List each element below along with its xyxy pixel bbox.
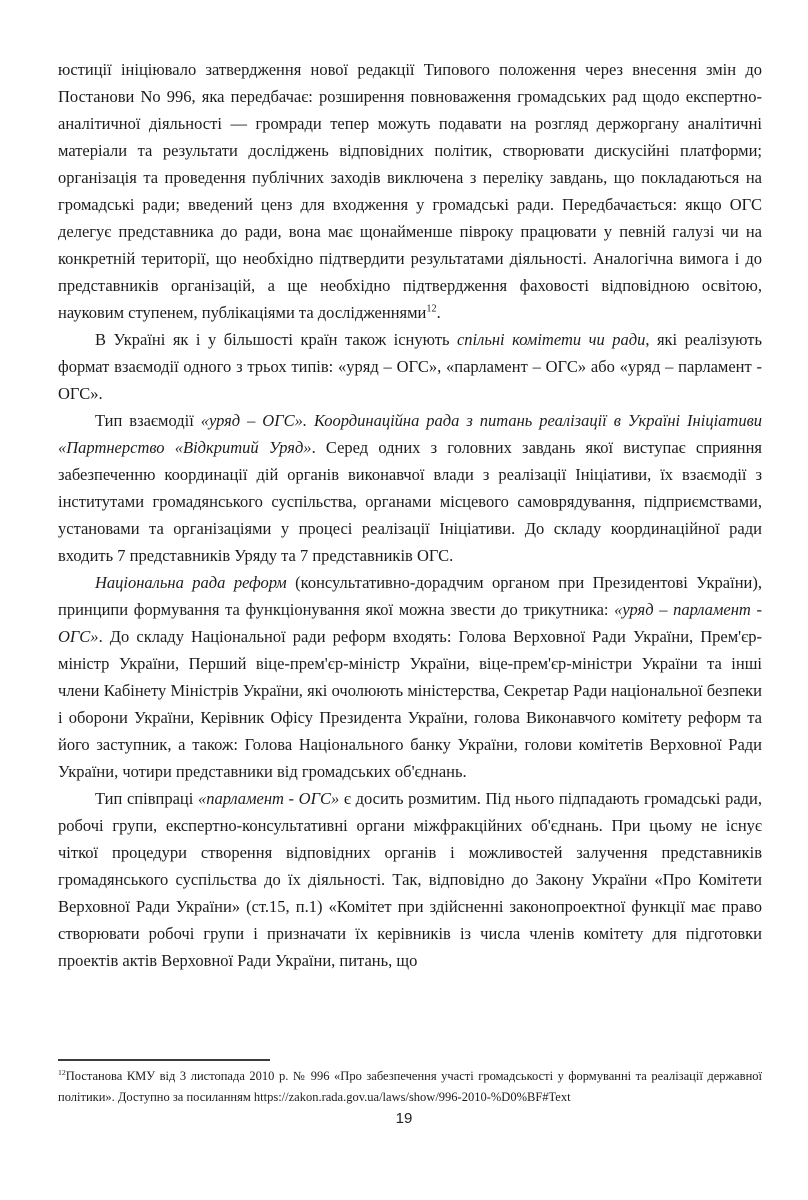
- body-text: . До складу Національної ради реформ входять: Голова Верховної Ради України, Прем'єр-міністр України, Перший віце-прем'єр-міністр України, віце-прем'єр-міністри України та інші члени Кабінету Міністрів України, які очолюють міністерства, Секретар Ради національної безпеки і оборони України, Керівник Офісу Президента України, голова Виконавчого комітету реформ та його заступник, а також: Голова Національного банку України, голови комітетів Верховної Ради України, чотири представники від громадських об'єднань.: [58, 627, 762, 781]
- emphasis-text: «уряд – ОГС». Координаційна рада з питань реалізації в Україні Ініціативи «Партнерство «Відкритий Уряд»: [58, 411, 762, 457]
- document-body: [58, 56, 762, 974]
- body-text: є досить розмитим. Під нього підпадають громадські ради, робочі групи, експертно-консультативні органи міжфракційних об'єднань. При цьому не існує чіткої процедури створення відповідних органів і можливостей залучення представників громадянського суспільства до їх діяльності. Так, відповідно до Закону України «Про Комітети Верховної Ради України» (ст.15, п.1) «Комітет при здійсненні законопроектної функції має право створювати робочі групи і призначати їх керівників із числа членів комітету для підготовки проектів актів Верховної Ради України, питань, що: [58, 789, 762, 970]
- paragraph: [58, 569, 762, 785]
- footnote-text: [58, 1069, 762, 1104]
- body-text: Тип взаємодії: [95, 411, 201, 430]
- footnote: [58, 1066, 762, 1108]
- emphasis-text: «парламент - ОГС»: [197, 789, 340, 808]
- body-text: Тип співпраці: [95, 789, 198, 808]
- footnote-marker: 12: [426, 303, 437, 315]
- body-text: .: [436, 303, 441, 322]
- emphasis-text: спільні комітети чи ради: [456, 330, 646, 349]
- paragraph: [58, 407, 762, 569]
- paragraph: [58, 326, 762, 407]
- body-text: (консультативно-дорадчим органом при Президентові України), принципи формування та функціонування якої можна звести до трикутника:: [58, 573, 762, 619]
- emphasis-text: Національна рада реформ: [95, 573, 287, 592]
- body-text: юстиції ініціювало затвердження нової редакції Типового положення через внесення змін до Постанови No 996, яка передбачає: розширення повноваження громадських рад щодо експертно-аналітичної діяльності — громради тепер можуть подавати на розгляд держоргану аналітичні матеріали та результати досліджень відповідних політик, створювати дискусійні платформи; організація та проведення публічних заходів виключена з переліку завдань, що покладаються на громадські ради; введений ценз для входження у громадські ради. Передбачається: якщо ОГС делегує представника до ради, вона має щонайменше півроку працювати у певній галузі чи на конкретній території, що необхідно підтвердити результатами діяльності. Аналогічна вимога і до представників організацій, а ще необхідно підтвердження фаховості відповідною освітою, науковим ступенем, публікаціями та дослідженнями: [58, 60, 762, 322]
- paragraph: [58, 56, 762, 326]
- emphasis-text: «уряд – парламент - ОГС»: [58, 600, 762, 646]
- body-text: . Серед одних з головних завдань якої виступає сприяння забезпеченню координації дій органів виконавчої влади з реалізації Ініціативи, їх взаємодії з інститутами громадянського суспільства, органами місцевого самоврядування, підприємствами, установами та організаціями у процесі реалізації Ініціативи. До складу координаційної ради входить 7 представників Уряду та 7 представників ОГС.: [58, 438, 762, 565]
- page-number: 19: [395, 1110, 413, 1127]
- body-text: , які реалізують формат взаємодії одного з трьох типів: «уряд – ОГС», «парламент – ОГС» або «уряд – парламент - ОГС».: [58, 330, 762, 403]
- footnote-separator-rule: [58, 1059, 270, 1061]
- body-text: Постанова КМУ від 3 листопада 2010 р. № 996 «Про забезпечення участі громадськості у формуванні та реалізації державної політики». Доступно за посиланням https://zakon.rada.gov.ua/laws/show/996-2010-%D0%BF#Text: [58, 1069, 762, 1104]
- paragraph: [58, 785, 762, 974]
- body-text: В Україні як і у більшості країн також існують: [95, 330, 457, 349]
- footnote-marker: 12: [58, 1067, 66, 1077]
